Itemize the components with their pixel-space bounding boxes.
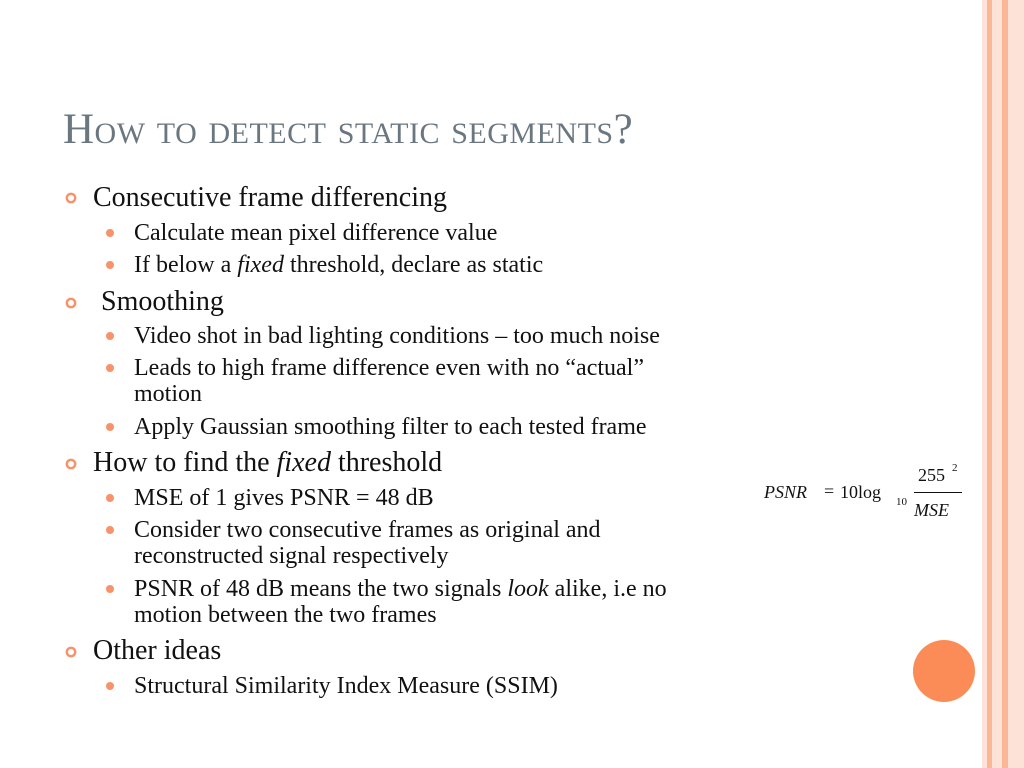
bullet-item: How to find the fixed threshold: [93, 447, 443, 478]
sub-bullet-item: If below a fixed threshold, declare as static: [134, 252, 544, 278]
dot-bullet-icon: [106, 682, 114, 690]
dot-bullet-icon: [106, 229, 114, 237]
ring-bullet-icon: [65, 192, 77, 204]
sub-bullet-item: Calculate mean pixel difference value: [134, 220, 498, 246]
sub-bullet-item: Video shot in bad lighting conditions – too much noise: [134, 323, 660, 349]
formula-log-base: 10: [896, 496, 907, 508]
dot-bullet-icon: [106, 585, 114, 593]
psnr-formula: [760, 462, 970, 526]
ring-bullet-icon: [65, 646, 77, 658]
dot-bullet-icon: [106, 364, 114, 372]
formula-coefficient: 10log: [840, 482, 882, 502]
dot-bullet-icon: [106, 332, 114, 340]
sub-bullet-item: Apply Gaussian smoothing filter to each tested frame: [134, 414, 647, 440]
dot-bullet-icon: [106, 494, 114, 502]
sub-bullet-item: Leads to high frame difference even with no “actual” motion: [134, 355, 644, 407]
bullet-item: Other ideas: [93, 635, 222, 666]
sub-bullet-item: PSNR of 48 dB means the two signals look alike, i.e no motion between the two frames: [134, 576, 667, 628]
sub-bullet-item: MSE of 1 gives PSNR = 48 dB: [134, 485, 434, 511]
bullet-item: Smoothing: [101, 286, 224, 317]
formula-numerator: 255: [918, 465, 945, 485]
formula-lhs: PSNR: [764, 482, 807, 502]
bullet-item: Consecutive frame differencing: [93, 182, 448, 213]
ring-bullet-icon: [65, 458, 77, 470]
dot-bullet-icon: [106, 526, 114, 534]
formula-equals: =: [824, 481, 835, 501]
slide-title: How to detect static segments?: [63, 106, 634, 153]
dot-bullet-icon: [106, 423, 114, 431]
dot-bullet-icon: [106, 261, 114, 269]
ring-bullet-icon: [65, 297, 77, 309]
fraction-bar: [914, 492, 962, 493]
decorative-orange-circle: [913, 640, 975, 702]
formula-exponent: 2: [952, 462, 958, 474]
sub-bullet-item: Structural Similarity Index Measure (SSIM): [134, 673, 558, 699]
formula-denominator: MSE: [914, 500, 949, 520]
sub-bullet-item: Consider two consecutive frames as original and reconstructed signal respectively: [134, 517, 601, 569]
